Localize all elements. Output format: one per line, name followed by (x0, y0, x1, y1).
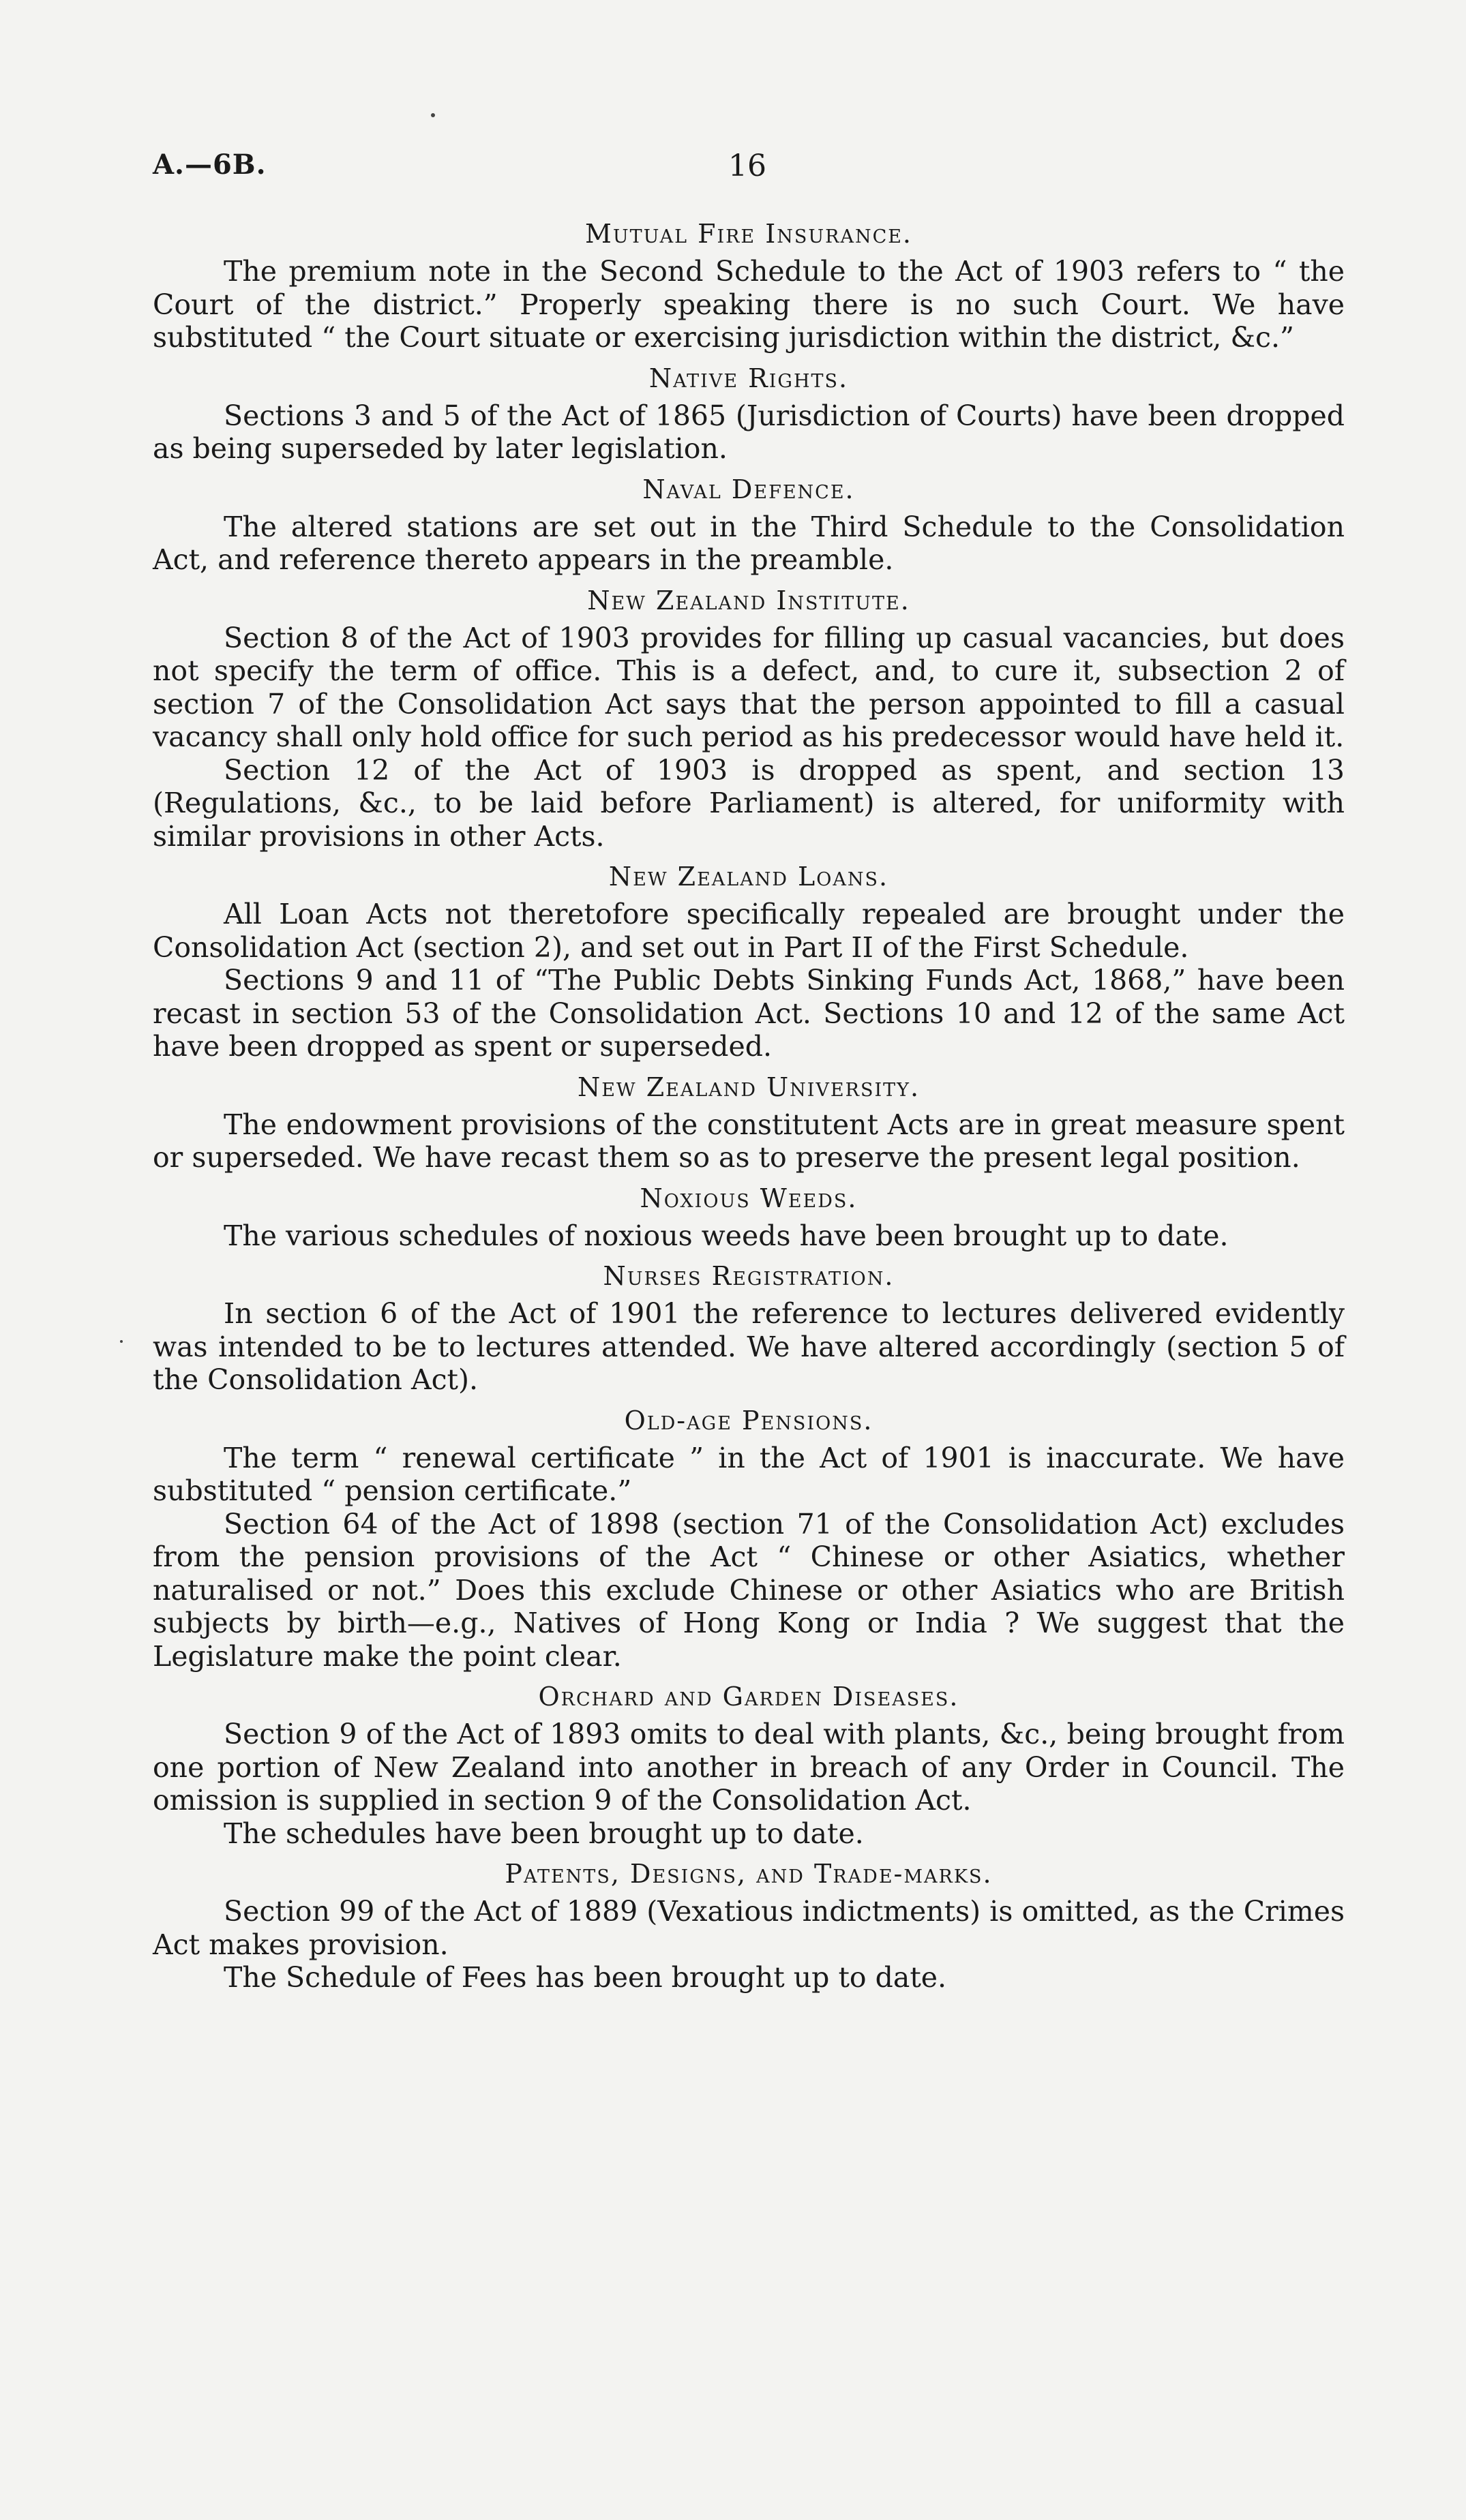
paragraph: The term “ renewal certificate ” in the Act of 1901 is inaccurate. We have substituted “ pension certificate.” (153, 1441, 1345, 1507)
paragraph: Section 8 of the Act of 1903 provides for filling up casual vacancies, but does not specify the term of office. This is a defect, and, to cure it, subsection 2 of section 7 of the Consolidation Act says that the person appointed to fill a casual vacancy shall only hold office for such period as his predecessor would have held it. (153, 621, 1345, 753)
page-header (153, 149, 1345, 189)
paragraph: The endowment provisions of the constitutent Acts are in great measure spent or superseded. We have recast them so as to preserve the present legal position. (153, 1108, 1345, 1174)
section-mutual-fire-insurance (153, 217, 1345, 354)
paragraph: Section 12 of the Act of 1903 is dropped as spent, and section 13 (Regulations, &c., to be laid before Parliament) is altered, for uniformity with similar provisions in other Acts. (153, 753, 1345, 853)
section-noxious-weeds (153, 1181, 1345, 1253)
section-heading: Nurses Registration. (603, 1261, 895, 1291)
section-new-zealand-institute (153, 583, 1345, 853)
section-heading: Naval Defence. (642, 474, 855, 504)
document-body (153, 217, 1345, 1994)
section-heading: Patents, Designs, and Trade-marks. (505, 1859, 993, 1889)
section-heading: Orchard and Garden Diseases. (538, 1682, 959, 1712)
paragraph: Sections 9 and 11 of “The Public Debts Sinking Funds Act, 1868,” have been recast in section 53 of the Consolidation Act. Sections 10 and 12 of the same Act have been dropped as spent or superseded. (153, 964, 1345, 1063)
section-nurses-registration (153, 1259, 1345, 1397)
paragraph: Section 99 of the Act of 1889 (Vexatious indictments) is omitted, as the Crimes Act makes provision. (153, 1895, 1345, 1961)
paragraph: The schedules have been brought up to date. (224, 1817, 864, 1850)
ink-speck (120, 1340, 123, 1343)
paragraph: The various schedules of noxious weeds have been brought up to date. (224, 1219, 1229, 1252)
section-heading: Mutual Fire Insurance. (584, 219, 913, 249)
paragraph: All Loan Acts not theretofore specifically repealed are brought under the Consolidation Act (section 2), and set out in Part II of the First Schedule. (153, 898, 1345, 964)
section-heading: New Zealand University. (577, 1072, 921, 1102)
paragraph: The altered stations are set out in the Third Schedule to the Consolidation Act, and reference thereto appears in the preamble. (153, 510, 1345, 576)
document-reference: A.—6B. (153, 149, 267, 181)
section-heading: Noxious Weeds. (640, 1183, 858, 1213)
paragraph: Section 64 of the Act of 1898 (section 71 of the Consolidation Act) excludes from the pension provisions of the Act “ Chinese or other Asiatics, whether naturalised or not.” Does this exclude Chinese or other Asiatics who are British subjects by birth—e.g., Natives of Hong Kong or India ? We suggest that the Legislature make the point clear. (153, 1507, 1345, 1673)
section-old-age-pensions (153, 1403, 1345, 1673)
paragraph: The Schedule of Fees has been brought up to date. (224, 1961, 947, 1994)
section-heading: New Zealand Loans. (608, 862, 889, 892)
section-naval-defence (153, 472, 1345, 577)
page-number: 16 (728, 149, 766, 183)
section-heading: Native Rights. (648, 363, 849, 393)
ink-speck (431, 113, 435, 117)
paragraph: In section 6 of the Act of 1901 the reference to lectures delivered evidently was intended to be to lectures attended. We have altered accordingly (section 5 of the Consolidation Act). (153, 1297, 1345, 1396)
paragraph: The premium note in the Second Schedule to the Act of 1903 refers to “ the Court of the district.” Properly speaking there is no such Court. We have substituted “ the Court situate or exercising jurisdiction within the district, &c.” (153, 255, 1345, 354)
section-heading: New Zealand Institute. (587, 585, 910, 616)
paragraph: Section 9 of the Act of 1893 omits to deal with plants, &c., being brought from one portion of New Zealand into another in breach of any Order in Council. The omission is supplied in section 9 of the Consolidation Act. (153, 1718, 1345, 1817)
section-new-zealand-university (153, 1070, 1345, 1174)
section-native-rights (153, 361, 1345, 466)
section-patents-designs-trade-marks (153, 1857, 1345, 1994)
section-new-zealand-loans (153, 860, 1345, 1063)
section-heading: Old-age Pensions. (624, 1405, 873, 1436)
paragraph: Sections 3 and 5 of the Act of 1865 (Jurisdiction of Courts) have been dropped as being superseded by later legislation. (153, 399, 1345, 465)
section-orchard-and-garden-diseases (153, 1680, 1345, 1850)
